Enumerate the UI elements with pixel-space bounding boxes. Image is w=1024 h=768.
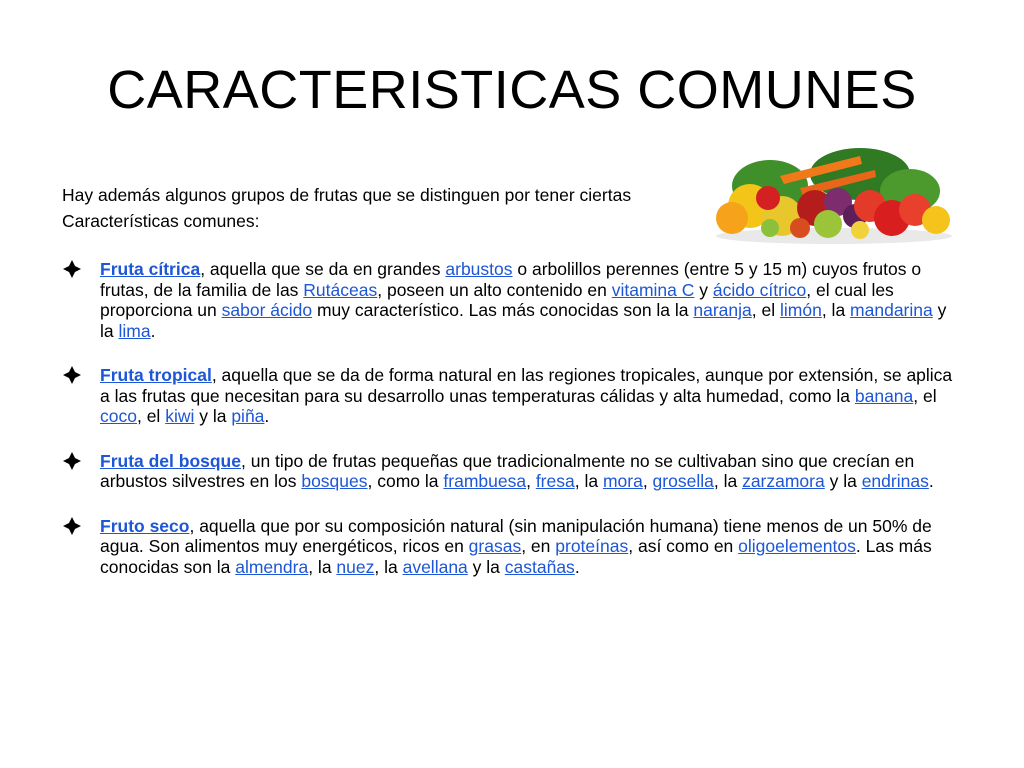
link-rutaceas[interactable]: Rutáceas	[303, 279, 378, 300]
link-nuez[interactable]: nuez	[336, 556, 375, 577]
link-limon[interactable]: limón	[780, 300, 822, 320]
text: , poseen un alto contenido en	[377, 279, 612, 300]
link-proteinas[interactable]: proteínas	[555, 536, 629, 556]
link-grosella[interactable]: grosella	[652, 471, 714, 491]
text: , el	[136, 406, 166, 426]
link-almendra[interactable]: almendra	[235, 556, 309, 577]
text: y	[694, 279, 713, 300]
fruit-vegetable-image	[710, 136, 958, 246]
bullet-fruta-citrica	[62, 259, 962, 341]
text: .	[264, 406, 270, 426]
text: , aquella que se da en grandes	[200, 259, 446, 279]
text: , el cual les proporciona un	[100, 279, 894, 320]
text: , el	[913, 385, 937, 406]
link-zarzamora[interactable]: zarzamora	[742, 471, 825, 491]
link-frambuesa[interactable]: frambuesa	[443, 471, 527, 491]
bullet-fruta-tropical	[62, 365, 962, 427]
diamond-bullet-icon	[62, 451, 82, 471]
text: , un tipo de frutas pequeñas que tradicionalmente no se cultivaban sino que crecían en arbustos silvestres en los	[100, 450, 915, 491]
link-oligoelementos[interactable]: oligoelementos	[738, 536, 856, 556]
text: , así como en	[628, 536, 739, 556]
link-fruto-seco[interactable]: Fruto seco	[100, 515, 190, 536]
text: o arbolillos perennes (entre 5 y 15 m) cuyos frutos o frutas, de la familia de las	[100, 259, 922, 300]
intro-line-2: Características comunes:	[62, 211, 260, 231]
link-mora[interactable]: mora	[602, 471, 643, 491]
text: muy característico. Las más conocidas son la la	[312, 300, 694, 320]
intro-text	[62, 182, 722, 234]
text: , la	[308, 556, 337, 577]
link-endrinas[interactable]: endrinas	[861, 471, 929, 491]
diamond-bullet-icon	[62, 365, 82, 385]
link-fruta-tropical[interactable]: Fruta tropical	[100, 365, 212, 385]
text: , la	[374, 556, 403, 577]
text: , la	[574, 471, 603, 491]
text: . Las más conocidas son la	[100, 536, 932, 577]
link-castanas[interactable]: castañas	[504, 556, 575, 577]
text: , aquella que se da de forma natural en las regiones tropicales, aunque por extensión, se aplica a las frutas que necesitan para su desarrollo unas temperaturas cálidas y alta humedad, como la	[100, 365, 953, 406]
text: y la	[194, 406, 232, 426]
text: .	[150, 320, 156, 341]
link-fresa[interactable]: fresa	[535, 471, 575, 491]
link-sabor-acido[interactable]: sabor ácido	[221, 300, 313, 320]
link-kiwi[interactable]: kiwi	[165, 406, 195, 426]
text: , la	[713, 471, 743, 491]
diamond-bullet-icon	[62, 516, 82, 536]
link-banana[interactable]: banana	[854, 385, 914, 406]
bullet-list	[62, 259, 962, 601]
text: y la	[824, 471, 862, 491]
text: , como la	[367, 471, 444, 491]
text: .	[574, 556, 580, 577]
link-pina[interactable]: piña	[231, 406, 265, 426]
link-fruta-citrica[interactable]: Fruta cítrica	[100, 259, 201, 279]
bullet-fruto-seco	[62, 516, 962, 578]
link-vitamina-c[interactable]: vitamina C	[611, 279, 695, 300]
intro-line-1: Hay además algunos grupos de frutas que se distinguen por tener ciertas	[62, 185, 632, 205]
link-avellana[interactable]: avellana	[402, 556, 468, 577]
text: ,	[642, 471, 653, 491]
text: , en	[521, 536, 556, 556]
bullet-fruta-del-bosque	[62, 451, 962, 492]
link-coco[interactable]: coco	[100, 406, 137, 426]
text: ,	[526, 471, 536, 491]
link-lima[interactable]: lima	[118, 320, 151, 341]
text: , la	[821, 300, 851, 320]
link-arbustos[interactable]: arbustos	[445, 259, 513, 279]
text: , aquella que por su composición natural (sin manipulación humana) tiene menos de un 50% de agua. Son alimentos muy energéticos, ricos en	[100, 515, 932, 556]
text: y la	[100, 300, 947, 341]
link-acido-citrico[interactable]: ácido cítrico	[712, 279, 807, 300]
link-bosques[interactable]: bosques	[301, 471, 368, 491]
text: , el	[751, 300, 780, 320]
text: y la	[467, 556, 505, 577]
link-grasas[interactable]: grasas	[468, 536, 522, 556]
link-mandarina[interactable]: mandarina	[850, 300, 933, 320]
text: .	[928, 471, 934, 491]
slide-title: CARACTERISTICAS COMUNES	[107, 60, 917, 120]
link-fruta-del-bosque[interactable]: Fruta del bosque	[100, 450, 241, 471]
diamond-bullet-icon	[62, 259, 82, 279]
link-naranja[interactable]: naranja	[693, 300, 752, 320]
